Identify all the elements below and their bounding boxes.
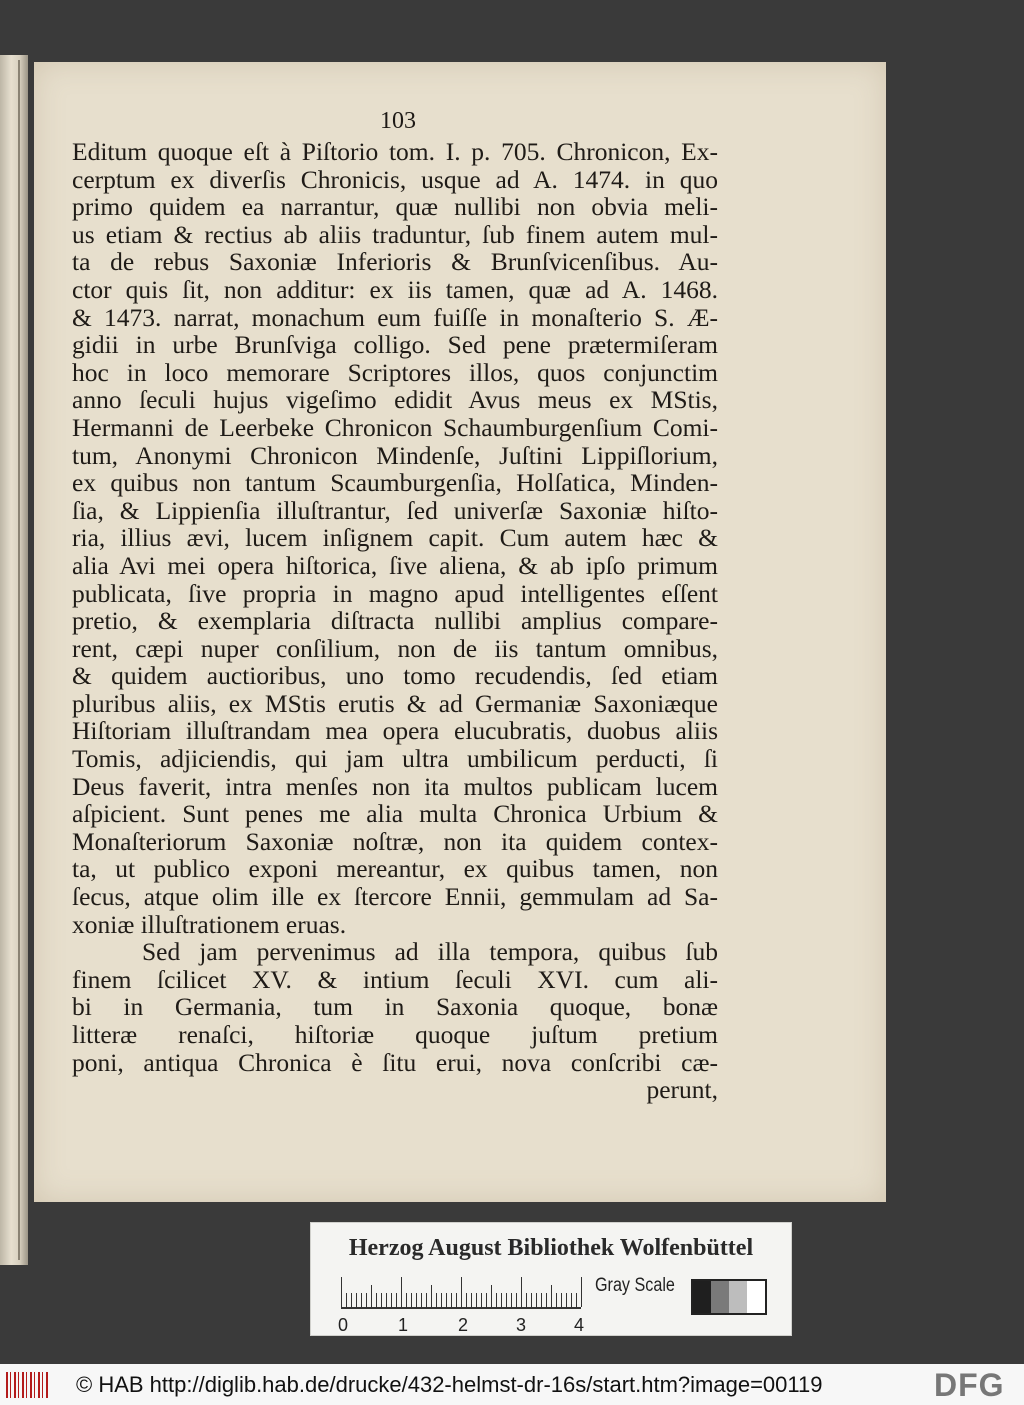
ruler-tick <box>511 1293 512 1307</box>
text-line: primo quidem ea narrantur, quæ nullibi non obvia meli- <box>72 192 718 222</box>
text-line: pretio, & exemplaria diſtracta nullibi amplius compare- <box>72 606 718 636</box>
ruler-tick <box>526 1293 527 1307</box>
text-line: us etiam & rectius ab aliis traduntur, ſub finem autem mul- <box>72 219 718 249</box>
ruler-tick <box>366 1293 367 1307</box>
ruler-tick <box>346 1293 347 1307</box>
ruler-tick <box>351 1293 352 1307</box>
text-line: poni, antiqua Chronica è ſitu erui, nova conſcribi cæ- <box>72 1047 718 1077</box>
text-line: hoc in loco memorare Scriptores illos, quos conjunctim <box>72 357 718 387</box>
ruler-tick <box>451 1293 452 1307</box>
ruler-tick <box>481 1293 482 1307</box>
ruler-tick <box>371 1285 372 1307</box>
ruler-tick <box>556 1293 557 1307</box>
ruler-tick <box>506 1293 507 1307</box>
ruler-tick <box>406 1293 407 1307</box>
swatch-black <box>693 1281 711 1313</box>
ruler-tick <box>541 1293 542 1307</box>
text-line: Monaſteriorum Saxoniæ noſtræ, non ita quidem contex- <box>72 826 718 856</box>
gray-scale-swatches <box>691 1279 767 1315</box>
ruler-tick <box>456 1293 457 1307</box>
text-line: & 1473. narrat, monachum eum fuiſſe in monaſterio S. Æ- <box>72 302 718 332</box>
text-line: cerptum ex diverſis Chronicis, usque ad A. 1474. in quo <box>72 164 718 194</box>
text-line: finem ſcilicet XV. & intium ſeculi XVI. cum ali- <box>72 964 718 994</box>
text-line: Tomis, adjiciendis, qui jam ultra umbilicum perducti, ſi <box>72 744 718 774</box>
text-line: ta de rebus Saxoniæ Inferioris & Brunſvicenſibus. Au- <box>72 247 718 277</box>
text-line: & quidem auctioribus, uno tomo recudendis, ſed etiam <box>72 661 718 691</box>
ruler-tick <box>476 1293 477 1307</box>
ruler-tick <box>421 1293 422 1307</box>
text-line: litteræ renaſci, hiſtoriæ quoque juſtum pretium <box>72 1020 718 1049</box>
barcode-icon <box>6 1372 48 1398</box>
text-line: ſecus, atque olim ille ex ſtercore Ennii, gemmulam ad Sa- <box>72 882 718 912</box>
text-line: Hiſtoriam illuſtrandam mea opera elucubratis, duobus aliis <box>72 716 718 746</box>
text-line: ctor quis ſit, non additur: ex iis tamen, quæ ad A. 1468. <box>72 274 718 304</box>
text-line: aſpicient. Sunt penes me alia multa Chronica Urbium & <box>72 799 718 829</box>
ruler-tick <box>416 1293 417 1307</box>
color-calibration-card <box>310 1222 792 1336</box>
text-line: Sed jam pervenimus ad illa tempora, quibus ſub <box>142 937 718 967</box>
page-text-block <box>72 138 718 1104</box>
text-line: ex quibus non tantum Scaumburgenſia, Holſatica, Minden- <box>72 468 718 498</box>
ruler-tick <box>376 1293 377 1307</box>
page-number: 103 <box>380 108 416 134</box>
text-line: rent, cæpi nuper conſilium, non de iis tantum omnibus, <box>72 633 718 663</box>
ruler-tick <box>471 1293 472 1307</box>
ruler-tick <box>546 1293 547 1307</box>
ruler-tick <box>446 1293 447 1307</box>
ruler-tick <box>436 1293 437 1307</box>
ruler-tick <box>341 1277 342 1307</box>
footer-bar <box>0 1364 1024 1405</box>
ruler-tick <box>396 1293 397 1307</box>
text-line: xoniæ illuſtrationem eruas. <box>72 909 347 939</box>
ruler-tick <box>496 1293 497 1307</box>
ruler-label-2: 2 <box>457 1315 468 1335</box>
ruler-tick <box>551 1285 552 1307</box>
ruler-tick <box>521 1277 522 1307</box>
ruler-tick <box>441 1293 442 1307</box>
book-edge <box>0 55 28 1265</box>
ruler-tick <box>391 1293 392 1307</box>
text-line: Hermanni de Leerbeke Chronicon Schaumburgenſium Comi- <box>72 412 718 442</box>
ruler-label-4: 4 <box>573 1315 584 1335</box>
ruler-tick <box>461 1277 462 1307</box>
ruler-tick <box>561 1293 562 1307</box>
text-line: perunt, <box>646 1075 718 1105</box>
copyright-url[interactable]: © HAB http://diglib.hab.de/drucke/432-helmst-dr-16s/start.htm?image=00119 <box>76 1372 823 1397</box>
text-line: pluribus aliis, ex MStis erutis & ad Germaniæ Saxoniæque <box>72 688 718 718</box>
ruler-tick <box>401 1277 402 1307</box>
text-line: anno ſeculi hujus vigeſimo edidit Avus meus ex MStis, <box>72 385 718 415</box>
ruler-tick <box>491 1285 492 1307</box>
swatch-light-gray <box>729 1281 747 1313</box>
book-edge-line <box>18 60 20 1260</box>
ruler-tick <box>486 1293 487 1307</box>
ruler-tick <box>426 1293 427 1307</box>
ruler-tick <box>571 1293 572 1307</box>
text-line: bi in Germania, tum in Saxonia quoque, bonæ <box>72 992 718 1022</box>
ruler-tick <box>361 1293 362 1307</box>
ruler-tick <box>466 1293 467 1307</box>
text-line: publicata, ſive propria in magno apud intelligentes eſſent <box>72 578 718 608</box>
text-line: Editum quoque eſt à Piſtorio tom. I. p. 705. Chronicon, Ex- <box>72 137 718 166</box>
swatch-dark-gray <box>711 1281 729 1313</box>
ruler-tick <box>536 1293 537 1307</box>
gray-scale-label: Gray Scale <box>595 1275 675 1296</box>
ruler-tick <box>566 1293 567 1307</box>
ruler-label-3: 3 <box>515 1315 526 1335</box>
swatch-white <box>747 1281 765 1313</box>
text-line: gidii in urbe Brunſviga colligo. Sed pene prætermiſeram <box>72 330 718 360</box>
text-line: alia Avi mei opera hiſtorica, ſive aliena, & ab ipſo primum <box>72 550 718 580</box>
ruler-tick <box>411 1293 412 1307</box>
library-name: Herzog August Bibliothek Wolfenbüttel <box>348 1235 754 1261</box>
ruler-tick <box>431 1285 432 1307</box>
ruler-tick <box>576 1293 577 1307</box>
text-line: ria, illius ævi, lucem inſignem capit. Cum autem hæc & <box>72 523 718 553</box>
text-line: tum, Anonymi Chronicon Mindenſe, Juſtini Lippiſlorium, <box>72 440 718 470</box>
ruler-tick <box>356 1293 357 1307</box>
ruler-tick <box>581 1277 582 1307</box>
ruler-tick <box>531 1293 532 1307</box>
text-line: ſia, & Lippienſia illuſtrantur, ſed univerſæ Saxoniæ hiſto- <box>72 495 718 525</box>
measurement-ruler <box>341 1275 581 1309</box>
ruler-tick <box>501 1293 502 1307</box>
ruler-label-1: 1 <box>397 1315 408 1335</box>
text-line: ta, ut publico exponi mereantur, ex quibus tamen, non <box>72 854 718 884</box>
ruler-tick <box>516 1293 517 1307</box>
text-line: Deus faverit, intra menſes non ita multos publicam lucem <box>72 771 718 801</box>
dfg-logo: DFG <box>934 1367 1005 1403</box>
ruler-tick <box>381 1293 382 1307</box>
ruler-label-0: 0 <box>337 1315 348 1335</box>
ruler-tick <box>386 1293 387 1307</box>
